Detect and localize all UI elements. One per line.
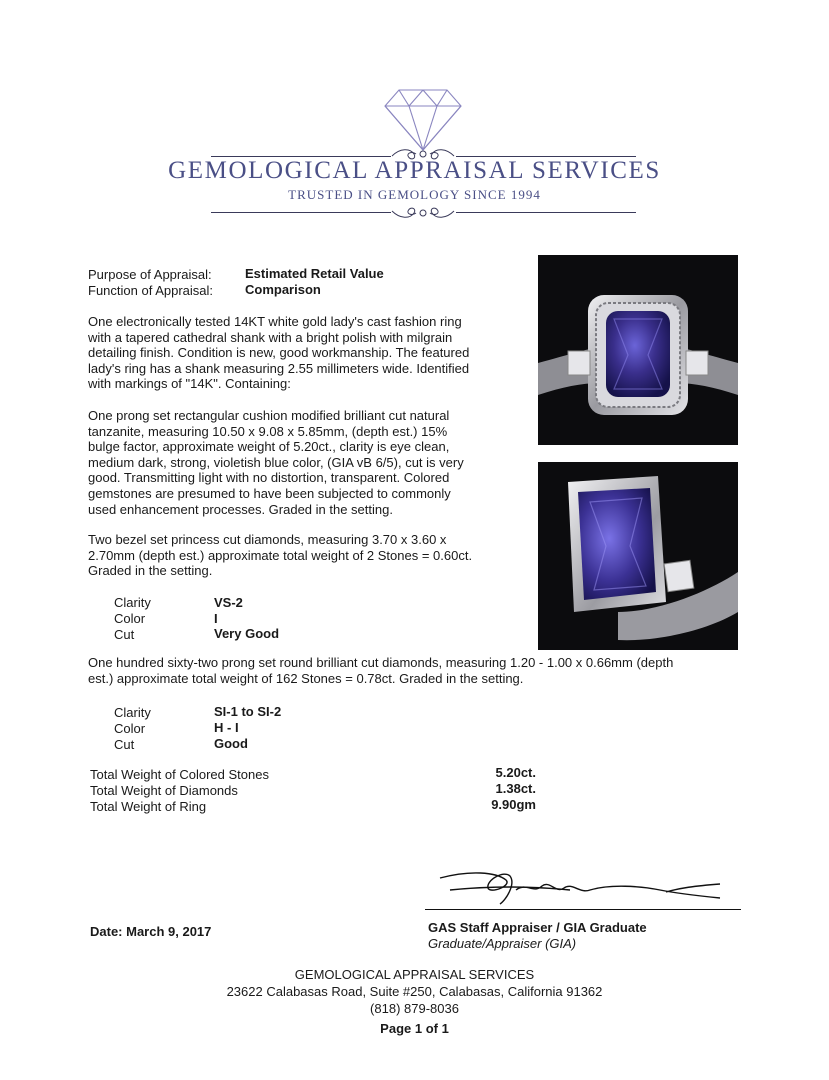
company-title: GEMOLOGICAL APPRAISAL SERVICES <box>168 157 661 184</box>
header-rule-bottom-left <box>211 212 391 213</box>
description-line: gemstones are presumed to have been subjected to commonly <box>88 485 451 501</box>
description-line: One prong set rectangular cushion modified brilliant cut natural <box>88 408 450 423</box>
function-label: Function of Appraisal: <box>88 283 214 298</box>
company-tagline: TRUSTED IN GEMOLOGY SINCE 1994 <box>288 187 541 202</box>
function-value: Comparison <box>245 282 321 297</box>
round-clarity-label: Clarity <box>114 705 151 720</box>
bezel-clarity-label: Clarity <box>114 595 151 610</box>
appraiser-signature <box>430 860 730 916</box>
total-diamonds-label: Total Weight of Diamonds <box>90 783 238 798</box>
description-line: with a tapered cathedral shank with a bright polish with milgrain <box>88 329 453 345</box>
round-color-value: H - I <box>214 720 239 735</box>
round-cut-label: Cut <box>114 737 135 752</box>
total-diamonds-value: 1.38ct. <box>495 781 536 796</box>
description-line: Two bezel set princess cut diamonds, measuring 3.70 x 3.60 x <box>88 532 447 547</box>
footer-company: GEMOLOGICAL APPRAISAL SERVICES <box>294 967 535 982</box>
description-line: One electronically tested 14KT white gold lady's cast fashion ring <box>88 314 462 329</box>
page-number: Page 1 of 1 <box>380 1021 449 1036</box>
appraisal-date: Date: March 9, 2017 <box>90 924 212 939</box>
appraiser-title: GAS Staff Appraiser / GIA Graduate <box>428 920 647 935</box>
description-line: tanzanite, measuring 10.50 x 9.08 x 5.85mm, (depth est.) 15% <box>88 423 448 439</box>
description-line: One hundred sixty-two prong set round brilliant cut diamonds, measuring 1.20 - 1.00 x 0.66mm (depth <box>88 655 674 670</box>
bezel-diamonds-description <box>88 532 504 579</box>
description-line: Graded in the setting. <box>88 563 213 579</box>
round-diamonds-description <box>88 655 728 686</box>
bezel-color-label: Color <box>114 611 146 626</box>
description-line: 2.70mm (depth est.) approximate total weight of 2 Stones = 0.60ct. <box>88 547 473 563</box>
description-line: lady's ring has a shank measuring 2.55 millimeters wide. Identified <box>88 360 470 376</box>
description-line: medium dark, strong, violetish blue color, (GIA vB 6/5), cut is very <box>88 454 464 470</box>
round-cut-value: Good <box>214 736 248 751</box>
description-line: good. Transmitting light with no distortion, transparent. Colored <box>88 470 450 486</box>
tanzanite-description <box>88 408 504 517</box>
footer-phone: (818) 879-8036 <box>370 1001 459 1016</box>
total-colored-stones-label: Total Weight of Colored Stones <box>90 767 269 782</box>
appraiser-credentials: Graduate/Appraiser (GIA) <box>428 936 577 951</box>
round-clarity-value: SI-1 to SI-2 <box>214 704 282 719</box>
description-line: with markings of "14K". Containing: <box>88 376 291 392</box>
signature-line <box>425 909 741 910</box>
bezel-cut-label: Cut <box>114 627 135 642</box>
total-colored-stones-value: 5.20ct. <box>495 765 536 780</box>
ring-photo-angle <box>538 462 738 650</box>
description-line: detailing finish. Condition is new, good workmanship. The featured <box>88 345 470 361</box>
bezel-color-value: I <box>214 611 218 626</box>
bezel-cut-value: Very Good <box>214 626 280 641</box>
ring-photo-top <box>538 255 738 445</box>
description-line: est.) approximate total weight of 162 Stones = 0.78ct. Graded in the setting. <box>88 670 524 686</box>
purpose-value: Estimated Retail Value <box>245 266 384 281</box>
round-color-label: Color <box>114 721 146 736</box>
description-line: used enhancement processes. Graded in the setting. <box>88 501 393 517</box>
scroll-ornament-bottom-icon <box>390 203 456 221</box>
diamond-logo-icon <box>383 88 463 152</box>
bezel-clarity-value: VS-2 <box>214 595 243 610</box>
ring-angle-image <box>538 462 738 650</box>
ring-top-image <box>538 255 738 445</box>
header-rule-bottom-right <box>456 212 636 213</box>
ring-description <box>88 314 504 392</box>
purpose-label: Purpose of Appraisal: <box>88 267 212 282</box>
description-line: bulge factor, approximate weight of 5.20ct., clarity is eye clean, <box>88 439 450 455</box>
total-ring-label: Total Weight of Ring <box>90 799 207 814</box>
total-ring-value: 9.90gm <box>491 797 536 812</box>
footer-address: 23622 Calabasas Road, Suite #250, Calabasas, California 91362 <box>226 984 603 999</box>
